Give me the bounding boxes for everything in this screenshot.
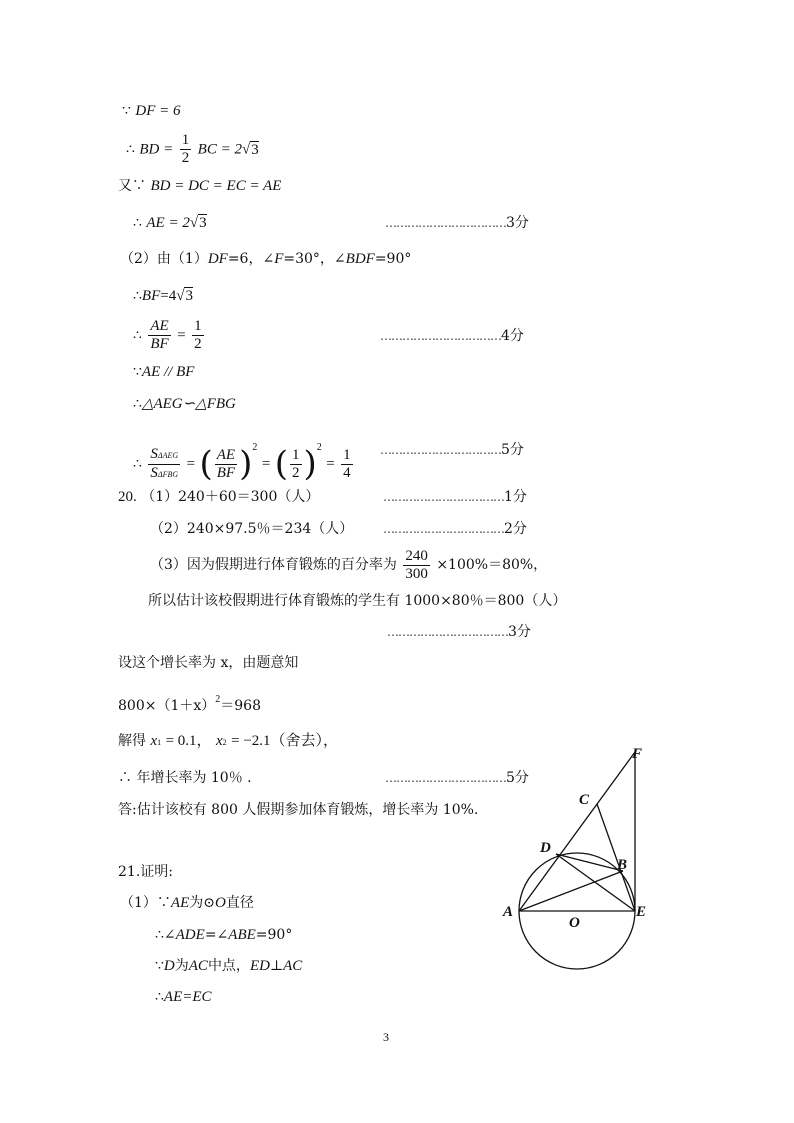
because-symbol: ∵ bbox=[133, 364, 142, 380]
var: x bbox=[216, 733, 223, 749]
q20-result bbox=[118, 768, 252, 788]
score: 3分 bbox=[508, 624, 531, 640]
q20-part1 bbox=[118, 487, 319, 507]
var: ADE bbox=[175, 927, 205, 943]
text: 为⊙ bbox=[189, 895, 215, 911]
denominator: 300 bbox=[405, 565, 428, 582]
text: 所以估计该校假期进行体育锻炼的学生有 1000×80％＝800（人） bbox=[148, 593, 567, 609]
expression: =4 bbox=[160, 288, 177, 304]
text: 800×（1＋x） bbox=[118, 698, 216, 714]
subscript: ΔFBG bbox=[157, 469, 179, 479]
page-number: 3 bbox=[383, 1030, 389, 1044]
score: 4分 bbox=[501, 328, 524, 344]
expression: △AEG∽△FBG bbox=[141, 396, 236, 412]
paren-open: ( bbox=[199, 444, 213, 484]
text: （1）240＋60＝300（人） bbox=[141, 489, 320, 505]
fraction bbox=[290, 447, 302, 482]
q19-line-df bbox=[122, 101, 181, 121]
score: 5分 bbox=[506, 770, 529, 786]
leader-dots: …………………………… bbox=[383, 490, 504, 504]
text: =90° bbox=[374, 251, 412, 267]
because-symbol: ∵ bbox=[122, 103, 131, 119]
text: =30°，∠ bbox=[283, 251, 346, 267]
leader-dots: …………………………… bbox=[385, 216, 506, 230]
expression: DF = 6 bbox=[135, 103, 181, 119]
denominator: BF bbox=[216, 464, 236, 481]
text: =90° bbox=[255, 927, 293, 943]
label-f: F bbox=[632, 746, 643, 762]
numerator: AE bbox=[216, 446, 236, 463]
denominator: 2 bbox=[292, 464, 300, 481]
exponent: 2 bbox=[215, 694, 221, 705]
therefore-symbol: ∴ bbox=[133, 456, 142, 472]
radicand: 3 bbox=[185, 288, 193, 304]
text: ×100%＝80%， bbox=[436, 557, 548, 573]
label-o: O bbox=[569, 915, 580, 931]
q20-equation bbox=[118, 690, 261, 716]
therefore-symbol: ∴ bbox=[126, 141, 135, 158]
expression: BD = DC = EC = AE bbox=[150, 178, 282, 194]
q20-part3 bbox=[150, 545, 547, 585]
label-b: B bbox=[617, 857, 628, 873]
score: 2分 bbox=[504, 521, 527, 537]
numerator: 1 bbox=[292, 446, 300, 463]
radicand: 3 bbox=[251, 141, 259, 158]
var: O bbox=[214, 895, 226, 911]
subscript: 2 bbox=[222, 738, 227, 747]
var: x bbox=[150, 733, 158, 749]
score: 1分 bbox=[504, 489, 527, 505]
denominator: S bbox=[150, 464, 158, 481]
label-e: E bbox=[636, 904, 647, 920]
text: ＝968 bbox=[220, 698, 261, 714]
q21-line4 bbox=[155, 987, 212, 1007]
score: 5分 bbox=[501, 442, 524, 458]
fraction bbox=[192, 318, 204, 353]
var: ED bbox=[249, 958, 270, 974]
fraction bbox=[215, 447, 237, 482]
text: =6，∠ bbox=[227, 251, 275, 267]
leader-dots: …………………………… bbox=[380, 329, 501, 343]
text: 设这个增长率为 x，由题意知 bbox=[118, 655, 299, 671]
q19-line-bf: ∴BF=4√3 bbox=[133, 288, 193, 304]
leader-dots: …………………………… bbox=[385, 771, 506, 785]
paren-close: ) bbox=[303, 444, 317, 484]
leader-dots: …………………………… bbox=[387, 625, 508, 639]
text: ∴ 年增长率为 10％ . bbox=[118, 770, 252, 786]
numerator: AE bbox=[150, 318, 169, 334]
text: （2）240×97.5％＝234（人） bbox=[150, 521, 354, 537]
equals: = bbox=[326, 456, 335, 472]
label-c: C bbox=[579, 792, 590, 808]
fraction bbox=[148, 446, 180, 483]
geometry-figure bbox=[495, 738, 665, 978]
heading: 21.证明: bbox=[118, 864, 173, 880]
var: D bbox=[163, 958, 175, 974]
value: = −2.1（舍去）， bbox=[231, 733, 339, 749]
exponent: 2 bbox=[316, 442, 322, 453]
equals: = bbox=[186, 456, 196, 472]
leader-dots: …………………………… bbox=[380, 443, 501, 457]
text: 为 bbox=[174, 958, 189, 974]
q19-line-similar bbox=[133, 394, 236, 414]
paren-close: ) bbox=[239, 444, 253, 484]
q19-line-equal-segments bbox=[118, 176, 281, 196]
numerator: 1 bbox=[181, 132, 190, 148]
label-a: A bbox=[503, 904, 514, 920]
leader-dots: …………………………… bbox=[383, 522, 504, 536]
var: BF bbox=[141, 288, 161, 304]
q20-setup bbox=[118, 653, 298, 673]
question-number: 20. bbox=[118, 489, 137, 505]
text: 直径 bbox=[225, 895, 254, 911]
equals: = bbox=[261, 456, 271, 472]
radicand: 3 bbox=[199, 215, 207, 231]
denominator: 2 bbox=[194, 336, 202, 352]
text: （1）∵ bbox=[120, 895, 171, 911]
subscript: ΔAEG bbox=[157, 450, 179, 460]
score-5-dots bbox=[380, 440, 524, 460]
text: 答:估计该校有 800 人假期参加体育锻炼，增长率为 10%. bbox=[118, 802, 479, 818]
var: AE=EC bbox=[163, 989, 212, 1005]
numerator: 1 bbox=[194, 318, 202, 334]
q19-line-area-ratio bbox=[133, 428, 355, 484]
segment-db bbox=[556, 854, 623, 871]
q21-line3 bbox=[155, 956, 302, 976]
score-3-dots-b bbox=[387, 622, 531, 642]
score-3-dots bbox=[385, 213, 529, 233]
q20-answer bbox=[118, 800, 478, 820]
score-4-dots bbox=[380, 326, 524, 346]
q20-part3-estimate bbox=[148, 591, 566, 611]
text: 中点， bbox=[207, 958, 250, 974]
prefix: 又∵ bbox=[118, 178, 146, 194]
q20-solve bbox=[118, 731, 338, 753]
text: ⊥ bbox=[269, 958, 284, 974]
q21-heading bbox=[118, 862, 173, 882]
var: F bbox=[274, 251, 284, 267]
var: AC bbox=[283, 958, 303, 974]
numerator: 1 bbox=[343, 446, 351, 463]
var: BDF bbox=[345, 251, 375, 267]
equals: = bbox=[177, 327, 186, 344]
text: 解得 bbox=[118, 733, 146, 749]
var: ABE bbox=[228, 927, 256, 943]
fraction bbox=[148, 318, 170, 353]
text: ∴ bbox=[155, 989, 164, 1005]
score-1-dots bbox=[383, 487, 527, 507]
fraction bbox=[341, 447, 353, 482]
therefore-symbol: ∴ bbox=[133, 327, 142, 344]
therefore-symbol: ∴ bbox=[133, 215, 142, 231]
denominator: 2 bbox=[181, 150, 190, 166]
denominator: BF bbox=[150, 336, 169, 352]
expression: AE // BF bbox=[141, 364, 195, 380]
therefore-symbol: ∴ bbox=[133, 396, 142, 412]
text: ∴∠ bbox=[155, 927, 176, 943]
q21-line1 bbox=[120, 893, 254, 913]
score-2-dots bbox=[383, 519, 527, 539]
q20-part2 bbox=[150, 519, 353, 539]
expression: AE = 2 bbox=[146, 215, 190, 231]
var: DF bbox=[207, 251, 228, 267]
value: = 0.1， bbox=[165, 733, 212, 749]
label-d: D bbox=[540, 840, 551, 856]
var: AE bbox=[170, 895, 190, 911]
q21-line2 bbox=[155, 925, 292, 945]
subscript: 1 bbox=[157, 738, 162, 747]
paren-open: ( bbox=[274, 444, 288, 484]
expression: BC = 2 bbox=[197, 141, 242, 158]
q19-line-ratio bbox=[133, 318, 206, 353]
var: AC bbox=[188, 958, 208, 974]
text: （3）因为假期进行体育锻炼的百分率为 bbox=[150, 557, 397, 573]
text: ∵ bbox=[155, 958, 164, 974]
denominator: 4 bbox=[343, 464, 351, 481]
fraction bbox=[403, 548, 430, 583]
q19-line-bd: ∴ BD = $\frac{1}{2}$ BC = 2√3 bbox=[126, 132, 259, 166]
therefore-symbol: ∴ bbox=[133, 288, 142, 304]
exponent: 2 bbox=[252, 442, 258, 453]
text: =∠ bbox=[204, 927, 229, 943]
numerator: 240 bbox=[405, 547, 428, 564]
numerator: S bbox=[150, 445, 158, 462]
segment-af bbox=[519, 752, 635, 911]
expression: BD = bbox=[139, 141, 174, 158]
q19-part2-intro bbox=[120, 249, 411, 269]
segment-ce bbox=[597, 804, 635, 911]
score: 3分 bbox=[506, 215, 529, 231]
q19-line-parallel bbox=[133, 362, 194, 382]
label: （2）由（1） bbox=[120, 251, 208, 267]
q19-line-ae: ∴ AE = 2√3 bbox=[133, 215, 207, 231]
fraction bbox=[180, 132, 192, 167]
